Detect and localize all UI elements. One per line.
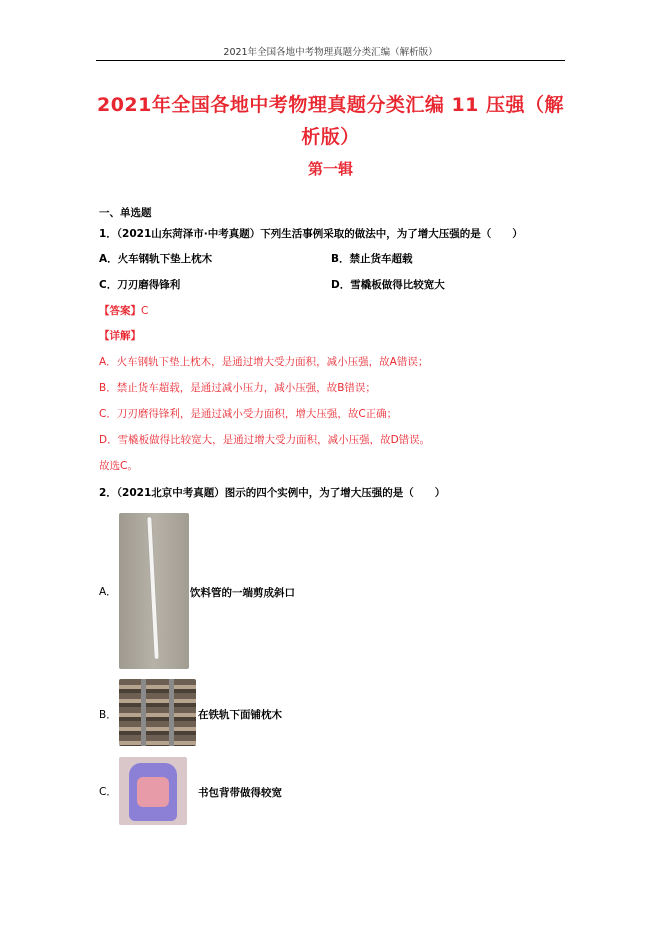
detail-line-b: B．禁止货车超载，是通过减小压力，减小压强，故B错误；: [99, 382, 376, 394]
document-subtitle: 第一辑: [307, 160, 353, 178]
section-heading: 一、单选题: [99, 207, 152, 219]
question-2-option-b-letter: B．: [99, 709, 117, 721]
conclusion-line: 故选C。: [99, 460, 138, 472]
backpack-pocket: [137, 777, 169, 807]
detail-label: 【详解】: [99, 330, 141, 342]
railway-track-photo: [119, 679, 196, 746]
question-1-option-a: A．火车钢轨下垫上枕木: [99, 253, 213, 265]
school-backpack-photo: [119, 757, 187, 825]
header-divider: [96, 60, 565, 61]
rail-right: [169, 679, 174, 746]
question-1-stem: 1．（2021山东菏泽市·中考真题）下列生活事例采取的做法中，为了增大压强的是（ ）: [99, 228, 523, 240]
rail-left: [141, 679, 146, 746]
question-2-option-c-caption: 书包背带做得较宽: [198, 787, 282, 799]
question-2-option-b-caption: 在铁轨下面铺枕木: [198, 709, 282, 721]
question-1-option-c: C．刀刃磨得锋利: [99, 279, 181, 291]
question-1-option-d: D．雪橇板做得比较宽大: [331, 279, 445, 291]
detail-line-a: A．火车钢轨下垫上枕木，是通过增大受力面积，减小压强，故A错误；: [99, 356, 429, 368]
detail-line-d: D．雪橇板做得比较宽大，是通过增大受力面积，减小压强，故D错误。: [99, 434, 431, 446]
document-title-line1: 2021年全国各地中考物理真题分类汇编 11 压强（解: [96, 94, 565, 116]
document-title-line2: 析版）: [301, 126, 360, 148]
question-2-option-a-caption: 饮料管的一端剪成斜口: [190, 587, 295, 599]
answer-value: C: [141, 305, 149, 317]
running-header: 2021年全国各地中考物理真题分类汇编（解析版）: [223, 47, 438, 58]
answer-line: [99, 303, 148, 318]
question-2-option-c-letter: C．: [99, 786, 117, 798]
answer-label: 【答案】: [99, 305, 141, 317]
detail-line-c: C．刀刃磨得锋利，是通过减小受力面积，增大压强，故C正确；: [99, 408, 398, 420]
straw-shape: [147, 517, 158, 659]
question-1-option-b: B．禁止货车超载: [331, 253, 413, 265]
question-2-option-a-letter: A．: [99, 586, 117, 598]
drinking-straw-photo: [119, 513, 189, 669]
question-2-stem: 2．（2021北京中考真题）图示的四个实例中，为了增大压强的是（ ）: [99, 487, 446, 499]
